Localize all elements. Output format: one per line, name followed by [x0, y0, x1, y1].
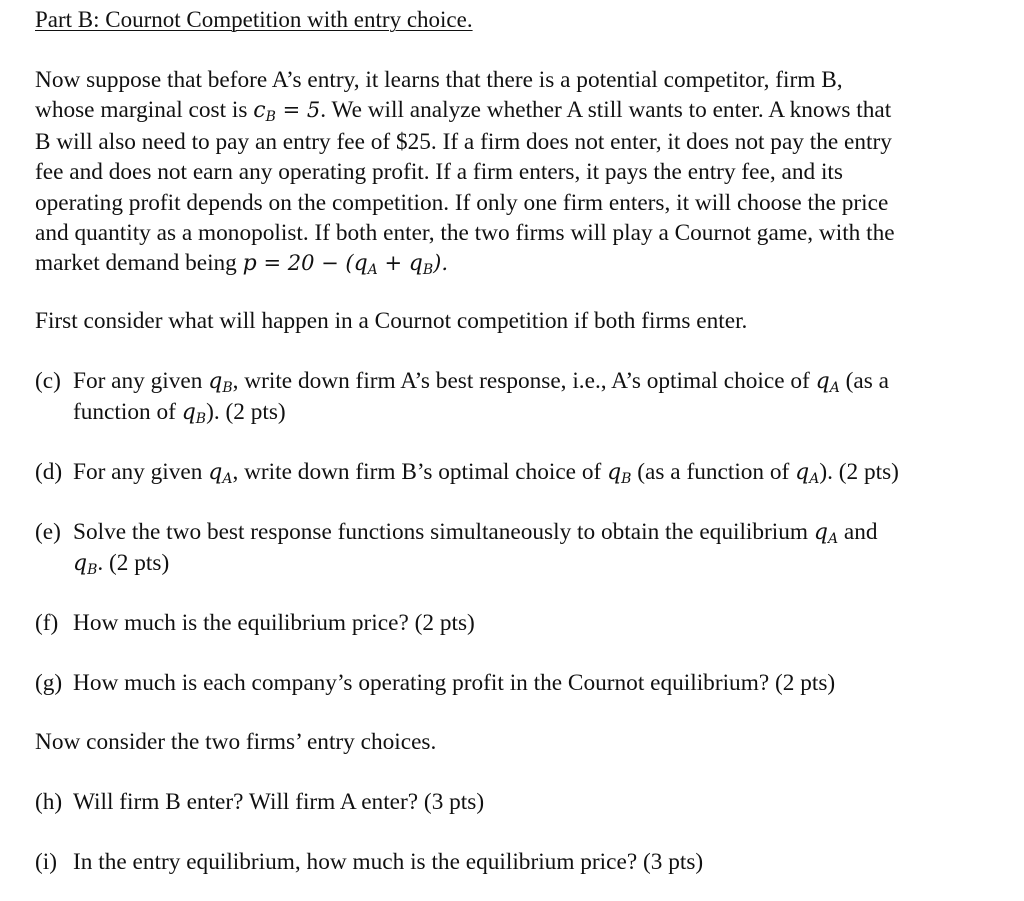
intro-line-6: and quantity as a monopolist. If both enter, the two firms will play a Cournot game, with the: [35, 220, 895, 247]
question-g: (g) How much is each company’s operating profit in the Cournot equilibrium? (2 pts): [35, 668, 995, 698]
question-d: (d) For any given $q_A$, write down firm B’s optimal choice of $q_B$ (as a function of $q_A$). (2 pts): [35, 459, 899, 487]
question-label: (i): [35, 849, 57, 875]
demand-formula: $p = 20 - (q_A + q_B)$.: [242, 251, 449, 279]
section-heading: Part B: Cournot Competition with entry choice.: [35, 7, 473, 32]
question-label: (h): [35, 789, 63, 815]
intro-line-2b: . We will analyze whether A still wants to enter. A knows that: [320, 97, 892, 124]
question-f: (f) How much is the equilibrium price? (2 pts): [35, 608, 995, 638]
intro-line-5: operating profit depends on the competition. If only one firm enters, it will choose the price: [35, 189, 889, 216]
intro-line-4: fee and does not earn any operating profit. If a firm enters, it pays the entry fee, and its: [35, 159, 843, 186]
question-label: (f): [35, 610, 59, 636]
question-label: (e): [35, 519, 61, 545]
question-label: (d): [35, 459, 63, 485]
intro-line-7: market demand being: [35, 250, 243, 277]
question-label: (c): [35, 368, 61, 394]
intro-paragraph: [35, 65, 995, 280]
question-h: (h) Will firm B enter? Will firm A enter? (3 pts): [35, 787, 995, 817]
marginal-cost-formula: $c_B = 5$: [253, 98, 321, 126]
lead-paragraph: First consider what will happen in a Cournot competition if both firms enter.: [35, 308, 748, 334]
intro-line-3: B will also need to pay an entry fee of $25. If a firm does not enter, it does not pay the entry: [35, 128, 892, 155]
intro-line-2a: whose marginal cost is: [35, 97, 254, 124]
question-i: (i) In the entry equilibrium, how much is the equilibrium price? (3 pts): [35, 847, 995, 877]
intro-line-1: Now suppose that before A’s entry, it learns that there is a potential competitor, firm B,: [35, 67, 843, 93]
question-c: (c) For any given $q_B$, write down firm A’s best response, i.e., A’s optimal choice of $q_A$ (as a function of $q_B$). (2 pts): [35, 368, 889, 428]
question-label: (g): [35, 670, 63, 696]
question-e: (e) Solve the two best response functions simultaneously to obtain the equilibrium $q_A$ and $q_B$. (2 pts): [35, 519, 878, 579]
transition-paragraph: Now consider the two firms’ entry choices.: [35, 729, 437, 755]
